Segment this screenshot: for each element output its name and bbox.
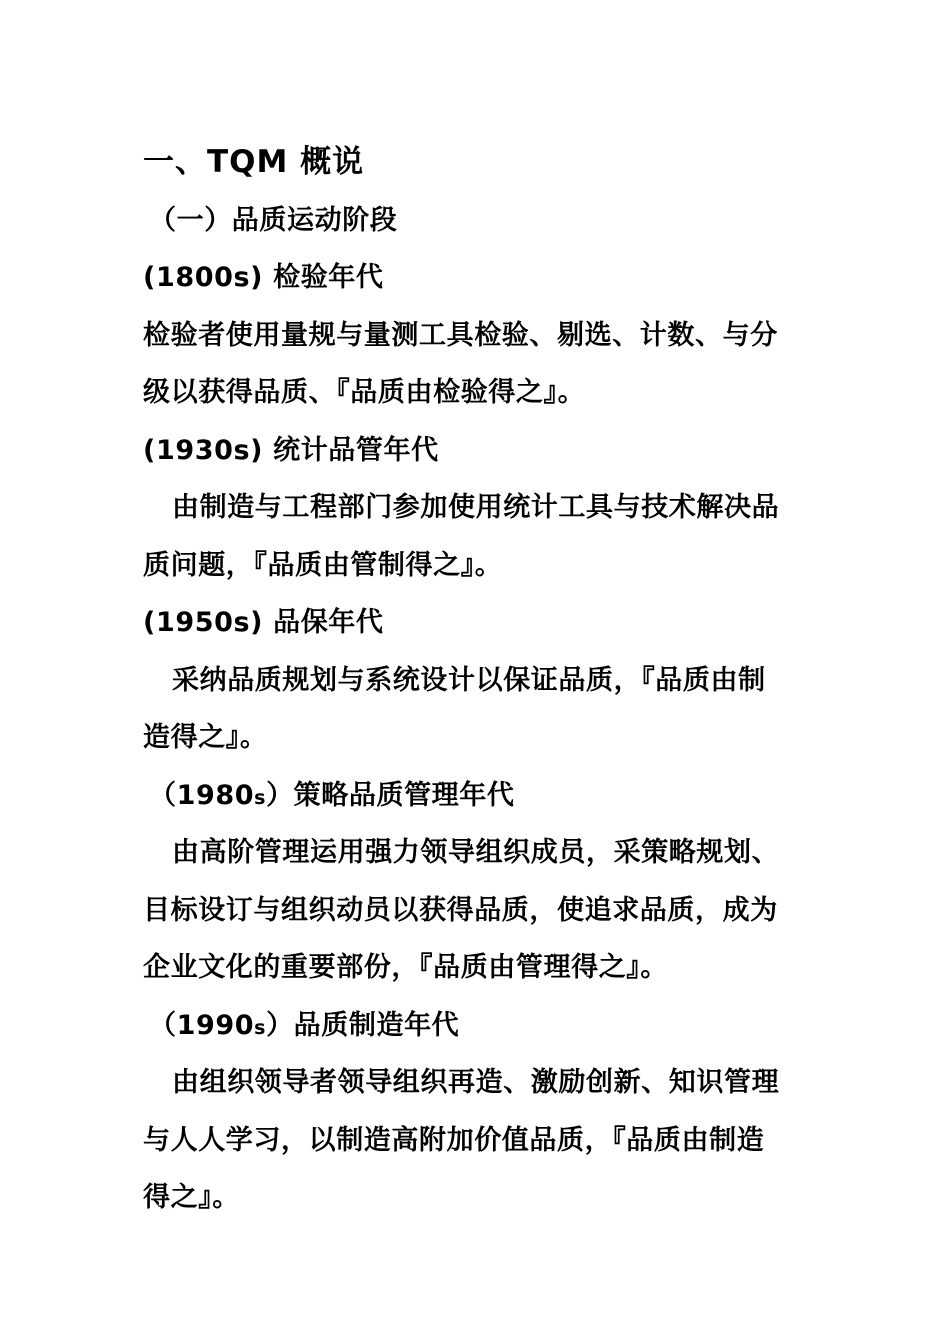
era-1800s-text-line-1: 检验者使用量规与量测工具检验、剔选、计数、与分 <box>143 319 778 351</box>
era-heading-1990s-prefix: （1990 <box>149 1009 255 1041</box>
era-1990s-text-line-1: 由组织领导者领导组织再造、激励创新、知识管理 <box>172 1067 780 1098</box>
era-heading-1800s: (1800s) 检验年代 <box>143 262 384 293</box>
era-heading-1980s-prefix: （1980 <box>149 779 255 811</box>
era-heading-1990s-sub: s <box>254 1016 267 1039</box>
era-heading-1950s: (1950s) 品保年代 <box>143 607 384 638</box>
era-1950s-text-line-1: 采纳品质规划与系统设计以保证品质，『品质由制 <box>172 664 766 696</box>
era-heading-1980s <box>143 767 807 825</box>
era-1990s-text-line-3: 得之』。 <box>143 1182 240 1213</box>
section-heading: （一）品质运动阶段 <box>149 204 398 236</box>
era-1930s-text-line-1: 由制造与工程部门参加使用统计工具与技术解决品 <box>172 492 780 523</box>
era-heading-1980s-sub: s <box>254 786 267 809</box>
era-1980s-text-line-2: 目标设订与组织动员以获得品质，使追求品质，成为 <box>143 894 778 926</box>
era-heading-1980s-suffix: ）策略品质管理年代 <box>266 779 515 811</box>
era-1950s-text-line-2: 造得之』。 <box>143 722 268 753</box>
era-heading-1990s-suffix: ）品质制造年代 <box>266 1009 460 1041</box>
era-heading-1930s: (1930s) 统计品管年代 <box>143 434 439 466</box>
era-heading-1990s <box>143 997 807 1055</box>
era-1800s-text-line-2: 级以获得品质、『品质由检验得之』。 <box>143 377 586 408</box>
era-1930s-text-line-2: 质问题，『品质由管制得之』。 <box>143 549 503 581</box>
document-title: 一、TQM 概说 <box>143 144 365 180</box>
document-page <box>143 134 807 1227</box>
era-1980s-text-line-3: 企业文化的重要部份，『品质由管理得之』。 <box>143 952 668 983</box>
era-1990s-text-line-2: 与人人学习，以制造高附加价值品质，『品质由制造 <box>143 1124 765 1156</box>
era-1980s-text-line-1: 由高阶管理运用强力领导组织成员，采策略规划、 <box>172 837 780 868</box>
